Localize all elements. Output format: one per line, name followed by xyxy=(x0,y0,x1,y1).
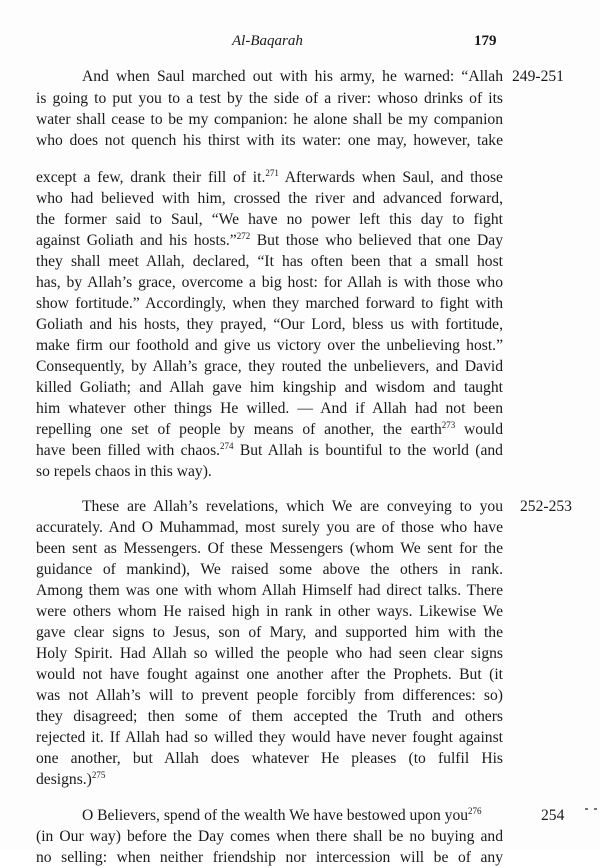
text-line xyxy=(82,497,503,517)
text-line xyxy=(36,749,503,769)
page-number: 179 xyxy=(474,33,497,49)
text-segment: (in Our way) before the Day comes when there shall be no buying and xyxy=(36,828,503,845)
footnote-marker[interactable]: 271 xyxy=(265,168,279,178)
text-segment: Consequently, by Allah’s grace, they routed the unbelievers, and David xyxy=(36,358,503,375)
text-segment: repelling one set of people by means of another, the earth xyxy=(36,421,442,438)
text-line xyxy=(36,399,503,419)
text-segment: Goliath and his hosts, they prayed, “Our Lord, bless us with fortitude, xyxy=(36,316,503,333)
text-segment: accurately. And O Muhammad, most surely you are of those who have xyxy=(36,519,503,536)
text-segment: guidance of mankind), We raised some above the others in rank. xyxy=(36,561,503,578)
text-line xyxy=(36,560,503,580)
verse-reference: 252-253 xyxy=(520,498,572,515)
text-segment: who had believed with him, crossed the river and advanced forward, xyxy=(36,190,503,207)
text-line xyxy=(36,273,503,293)
text-line xyxy=(36,315,503,335)
text-segment: water shall cease to be my companion: he alone shall be my companion xyxy=(36,111,503,128)
text-line xyxy=(36,686,503,706)
text-segment: been sent as Messengers. Of these Messengers (whom We sent for the xyxy=(36,540,503,557)
text-line xyxy=(36,378,503,398)
text-line xyxy=(36,848,503,868)
text-line xyxy=(36,168,503,188)
text-segment: so repels chaos in this way). xyxy=(36,463,212,480)
text-line xyxy=(36,644,503,664)
text-segment: have been filled with chaos. xyxy=(36,442,221,459)
text-line xyxy=(36,189,503,209)
text-line xyxy=(82,67,503,87)
text-line xyxy=(36,462,503,482)
text-segment: gave clear signs to Jesus, son of Mary, and supported him with the xyxy=(36,624,503,641)
text-segment: who does not quench his thirst with its water: one may, however, take xyxy=(36,132,503,149)
text-segment: him whatever other things He willed. — And if Allah had not been xyxy=(36,400,503,417)
text-segment: has, by Allah’s grace, overcome a big host: for Allah is with those who xyxy=(36,274,503,291)
text-line xyxy=(36,581,503,601)
text-line xyxy=(36,294,503,314)
verse-reference: 254 xyxy=(541,807,565,824)
scan-speck xyxy=(585,808,588,810)
text-line xyxy=(36,539,503,559)
text-line xyxy=(36,623,503,643)
text-segment: designs.) xyxy=(36,771,92,788)
text-segment: would xyxy=(455,421,503,438)
footnote-marker[interactable]: 275 xyxy=(91,770,106,780)
footnote-marker[interactable]: 272 xyxy=(236,231,251,241)
text-segment: against Goliath and his hosts.” xyxy=(36,232,237,249)
text-segment: show fortitude.” Accordingly, when they marched forward to fight with xyxy=(36,295,503,312)
text-segment: killed Goliath; and Allah gave him kingship and wisdom and taught xyxy=(36,379,503,396)
text-segment: make firm our foothold and give us victory over the unbelieving host.” xyxy=(36,337,503,354)
text-line xyxy=(36,131,503,151)
text-line xyxy=(36,827,503,847)
text-line xyxy=(36,252,503,272)
footnote-marker[interactable]: 273 xyxy=(441,420,456,430)
text-segment: Afterwards when Saul, and those xyxy=(278,169,503,186)
text-segment: Among them was one with whom Allah Himself had direct talks. There xyxy=(36,582,503,599)
text-line xyxy=(36,602,503,622)
text-line xyxy=(36,728,503,748)
text-line xyxy=(36,336,503,356)
text-line xyxy=(36,665,503,685)
text-line xyxy=(36,210,503,230)
text-line xyxy=(82,806,503,826)
text-segment: These are Allah’s revelations, which We are conveying to you xyxy=(82,498,503,515)
text-line xyxy=(36,770,503,790)
text-segment: is going to put you to a test by the side of a river: whoso drinks of its xyxy=(36,90,503,107)
text-line xyxy=(36,231,503,251)
text-segment: they shall meet Allah, declared, “It has often been that a small host xyxy=(36,253,503,270)
text-segment: were others whom He raised high in rank in other ways. Likewise We xyxy=(36,603,503,620)
text-segment: would not have fought against one another after the Prophets. But (it xyxy=(36,666,503,683)
footnote-marker[interactable]: 274 xyxy=(220,441,234,451)
footnote-marker[interactable]: 276 xyxy=(468,806,482,816)
verse-reference: 249-251 xyxy=(512,68,564,85)
text-segment: was not Allah’s will to prevent people forcibly from differences: so) xyxy=(36,687,503,704)
text-segment: And when Saul marched out with his army, he warned: “Allah xyxy=(82,68,503,85)
text-segment: rejected it. If Allah had so willed they would have never fought against xyxy=(36,729,503,746)
text-segment: one another, but Allah does whatever He pleases (to fulfil His xyxy=(36,750,503,767)
text-line xyxy=(36,707,503,727)
text-segment: But Allah is bountiful to the world (and xyxy=(233,442,503,459)
text-line xyxy=(36,357,503,377)
text-line xyxy=(36,441,503,461)
text-line xyxy=(36,89,503,109)
text-segment: But those who believed that one Day xyxy=(250,232,503,249)
running-head: Al-Baqarah xyxy=(232,33,303,49)
text-segment: O Believers, spend of the wealth We have bestowed upon you xyxy=(82,807,469,824)
text-line xyxy=(36,518,503,538)
text-segment: Holy Spirit. Had Allah so willed the people who had seen clear signs xyxy=(36,645,503,662)
text-segment: except a few, drank their fill of it. xyxy=(36,169,266,186)
text-line xyxy=(36,420,503,440)
scan-speck xyxy=(594,808,597,810)
text-segment: the former said to Saul, “We have no power left this day to fight xyxy=(36,211,503,228)
text-line xyxy=(36,110,503,130)
text-segment: no selling: when neither friendship nor intercession will be of any xyxy=(36,849,503,866)
text-segment: they disagreed; then some of them accepted the Truth and others xyxy=(36,708,503,725)
